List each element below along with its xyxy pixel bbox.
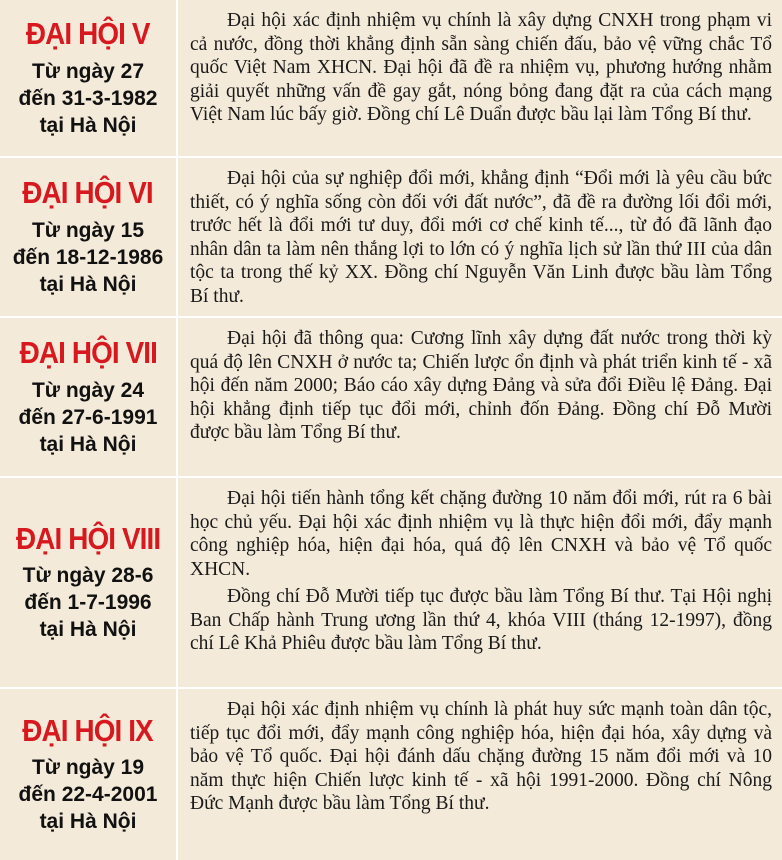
congress-description: Đại hội của sự nghiệp đổi mới, khẳng định “Đổi mới là yêu cầu bức thiết, có ý nghĩa sống còn đối với đất nước”, đã đề ra đường lối đổi mới, trước hết là đổi mới tư duy, đổi mới cơ chế kinh tế..., từ đó đã lãnh đạo nhân dân ta làm nên thắng lợi to lớn có ý nghĩa lịch sử lần thứ III của dân tộc ta trong thế kỷ XX. Đồng chí Nguyễn Văn Linh được bầu làm Tổng Bí thư. (190, 168, 772, 307)
congress-description: Đồng chí Đỗ Mười tiếp tục được bầu làm Tổng Bí thư. Tại Hội nghị Ban Chấp hành Trung ương lần thứ 4, khóa VIII (tháng 12-1997), đồng chí Lê Khả Phiêu được bầu làm Tổng Bí thư. (190, 586, 772, 654)
congress-date-start: Từ ngày 28-6 (22, 564, 154, 588)
congress-date-start: Từ ngày 15 (31, 218, 145, 242)
table-row (0, 0, 782, 158)
congress-description-cell (178, 689, 782, 860)
congress-description: Đại hội xác định nhiệm vụ chính là xây dựng CNXH trong phạm vi cả nước, đồng thời khẳng định sẵn sàng chiến đấu, bảo vệ vững chắc Tổ quốc Việt Nam XHCN. Đại hội đã đề ra nhiệm vụ, phương hướng nhằm giải quyết những vấn đề gay gắt, nóng bỏng đang đặt ra của cách mạng Việt Nam lúc bấy giờ. Đồng chí Lê Duẩn được bầu lại làm Tổng Bí thư. (190, 10, 772, 125)
table-row (0, 318, 782, 478)
table-row (0, 158, 782, 318)
congress-label-cell (0, 318, 178, 476)
congress-title: ĐẠI HỘI IX (22, 712, 154, 748)
congress-date-end: đến 31-3-1982 (18, 86, 158, 110)
congress-description-cell (178, 318, 782, 476)
congress-title: ĐẠI HỘI VI (22, 175, 154, 211)
congress-location: tại Hà Nội (39, 432, 137, 456)
congress-label-cell (0, 0, 178, 156)
congress-title: ĐẠI HỘI V (26, 16, 150, 52)
congress-location: tại Hà Nội (39, 810, 137, 834)
congress-date-end: đến 22-4-2001 (18, 783, 158, 807)
congress-date-end: đến 27-6-1991 (18, 405, 158, 429)
congress-date-start: Từ ngày 19 (31, 756, 145, 780)
congress-location: tại Hà Nội (39, 618, 137, 642)
congress-description: Đại hội xác định nhiệm vụ chính là phát huy sức mạnh toàn dân tộc, tiếp tục đổi mới, đẩy mạnh công nghiệp hóa, hiện đại hóa, xây dựng và bảo vệ Tổ quốc. Đại hội đánh dấu chặng đường 15 năm đổi mới và 10 năm thực hiện Chiến lược kinh tế - xã hội 1991-2000. Đồng chí Nông Đức Mạnh được bầu làm Tổng Bí thư. (190, 699, 772, 814)
table-row (0, 478, 782, 689)
table-row (0, 689, 782, 860)
congress-date-end: đến 18-12-1986 (12, 245, 164, 269)
congress-description-cell (178, 158, 782, 316)
congress-date-end: đến 1-7-1996 (24, 591, 152, 615)
congress-date-start: Từ ngày 24 (31, 378, 145, 402)
congress-location: tại Hà Nội (39, 113, 137, 137)
congress-label-cell (0, 478, 178, 687)
congress-label-cell (0, 158, 178, 316)
congress-title: ĐẠI HỘI VIII (15, 520, 161, 556)
congress-description: Đại hội tiến hành tổng kết chặng đường 10 năm đổi mới, rút ra 6 bài học chủ yếu. Đại hội xác định nhiệm vụ là thực hiện đổi mới, đẩy mạnh công nghiệp hóa, hiện đại hóa, quá độ lên CNXH và bảo vệ Tổ quốc XHCN. (190, 488, 772, 580)
congress-date-start: Từ ngày 27 (31, 59, 145, 83)
congress-title: ĐẠI HỘI VII (19, 335, 157, 371)
congress-description-cell (178, 478, 782, 687)
congress-description: Đại hội đã thông qua: Cương lĩnh xây dựng đất nước trong thời kỳ quá độ lên CNXH ở nước ta; Chiến lược ổn định và phát triển kinh tế - xã hội đến năm 2000; Báo cáo xây dựng Đảng và sửa đổi Điều lệ Đảng. Đại hội khẳng định tiếp tục đổi mới, chỉnh đốn Đảng. Đồng chí Đỗ Mười được bầu làm Tổng Bí thư. (190, 328, 772, 443)
congress-description-cell (178, 0, 782, 156)
congress-label-cell (0, 689, 178, 860)
congress-location: tại Hà Nội (39, 272, 137, 296)
